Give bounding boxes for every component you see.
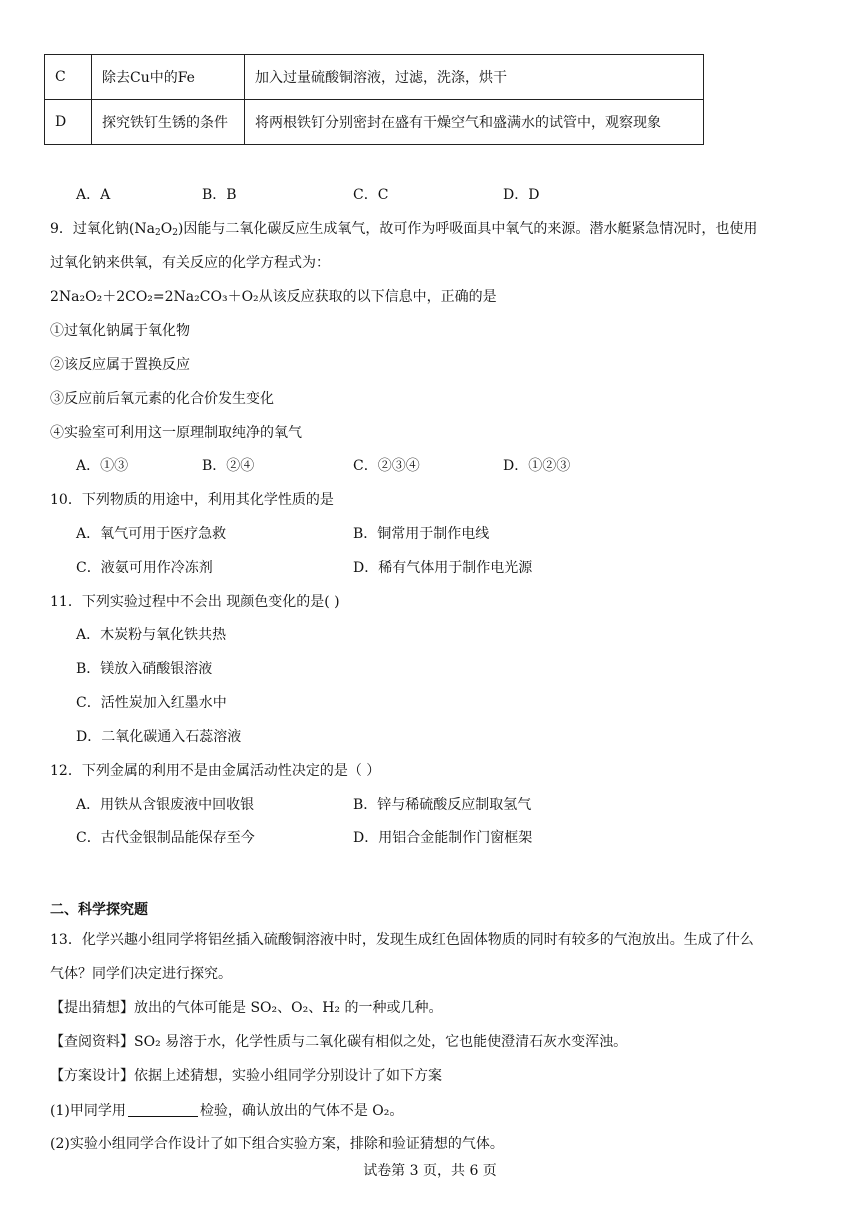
q9-choice-b: B．②④ [202, 458, 255, 474]
q9-equation: 2Na₂O₂＋2CO₂=2Na₂CO₃＋O₂ [50, 289, 259, 305]
q9-stem-line3 [50, 287, 497, 307]
q13-guess [50, 998, 443, 1018]
q11-stem: 11．下列实验过程中不会出 现颜色变化的是( ) [50, 594, 340, 610]
q10-choice-c: C．液氨可用作冷冻剂 [76, 560, 213, 576]
q9-statement-2: ②该反应属于置换反应 [50, 357, 190, 373]
method-cell: 将两根铁钉分别密封在盛有干燥空气和盛满水的试管中，观察现象 [245, 100, 704, 145]
q11-choice-a: A．木炭粉与氧化铁共热 [76, 627, 227, 643]
q9-stem-line1 [50, 219, 757, 239]
guess-text: 放出的气体可能是 SO₂、O₂、H₂ 的一种或几种。 [134, 1000, 443, 1016]
q13-info [50, 1032, 627, 1052]
q11-choice-b: B．镁放入硝酸银溶液 [76, 661, 213, 677]
q10-stem: 10．下列物质的用途中，利用其化学性质的是 [50, 492, 334, 508]
q9-stem-mid: O [160, 221, 173, 237]
q8-choice-d: D．D [503, 187, 540, 203]
q8-choice-c: C．C [353, 187, 389, 203]
q9-choice-d: D．①②③ [503, 458, 571, 474]
q9-choice-a: A．①③ [76, 458, 129, 474]
q11-choice-d: D．二氧化碳通入石蕊溶液 [76, 729, 242, 745]
q13-stem-line1: 13．化学兴趣小组同学将铝丝插入硫酸铜溶液中时，发现生成红色固体物质的同时有较多的气泡放出。生成了什么 [50, 932, 754, 948]
q9-statement-3: ③反应前后氧元素的化合价发生变化 [50, 391, 274, 407]
options-table [44, 54, 704, 145]
info-text: SO₂ 易溶于水，化学性质与二氧化碳有相似之处，它也能使澄清石灰水变浑浊。 [134, 1034, 628, 1050]
option-cell: C [45, 55, 92, 100]
q8-choice-a: A．A [76, 187, 111, 203]
page-footer: 试卷第 3 页，共 6 页 [363, 1163, 497, 1179]
q9-sub: 2 [172, 228, 178, 238]
q10-choice-d: D．稀有气体用于制作电光源 [353, 560, 533, 576]
q12-choice-b: B．锌与稀硫酸反应制取氢气 [353, 797, 532, 813]
q9-stem-line3-post: 从该反应获取的以下信息中，正确的是 [258, 289, 497, 305]
q9-statement-1: ①过氧化钠属于氧化物 [50, 323, 190, 339]
answer-blank[interactable] [128, 1100, 198, 1117]
q9-choice-c: C．②③④ [353, 458, 420, 474]
q13-part2: (2)实验小组同学合作设计了如下组合实验方案，排除和验证猜想的气体。 [50, 1136, 504, 1152]
guess-tag: 【提出猜想】 [50, 1000, 134, 1016]
q9-stem-line2: 过氧化钠来供氧，有关反应的化学方程式为： [50, 255, 330, 271]
q9-stem-post: )因能与二氧化碳反应生成氧气，故可作为呼吸面具中氧气的来源。潜水艇紧急情况时，也使用 [177, 221, 758, 237]
info-tag: 【查阅资料】 [50, 1034, 134, 1050]
q9-sub: 2 [154, 228, 161, 238]
q11-choice-c: C．活性炭加入红墨水中 [76, 695, 227, 711]
q13-stem-line2: 气体？同学们决定进行探究。 [50, 966, 232, 982]
table-row [45, 55, 704, 100]
purpose-cell: 除去Cu中的Fe [92, 55, 245, 100]
q10-choice-a: A．氧气可用于医疗急救 [76, 526, 227, 542]
q12-choice-d: D．用铝合金能制作门窗框架 [353, 830, 533, 846]
part1-pre: (1)甲同学用 [50, 1103, 126, 1119]
q9-statement-4: ④实验室可利用这一原理制取纯净的氧气 [50, 425, 302, 441]
method-cell: 加入过量硫酸铜溶液，过滤，洗涤，烘干 [245, 55, 704, 100]
q9-stem-pre: 9．过氧化钠(Na [50, 221, 155, 237]
q13-part1 [50, 1100, 403, 1121]
q13-plan [50, 1066, 442, 1086]
section-title: 二、科学探究题 [50, 902, 148, 918]
part1-post: 检验，确认放出的气体不是 O₂。 [199, 1103, 404, 1119]
table-row [45, 100, 704, 145]
option-cell: D [45, 100, 92, 145]
purpose-cell: 探究铁钉生锈的条件 [92, 100, 245, 145]
q10-choice-b: B．铜常用于制作电线 [353, 526, 490, 542]
q12-choice-a: A．用铁从含银废液中回收银 [76, 797, 255, 813]
q12-stem: 12．下列金属的利用不是由金属活动性决定的是（ ） [50, 763, 381, 779]
q8-choice-b: B．B [202, 187, 237, 203]
q12-choice-c: C．古代金银制品能保存至今 [76, 830, 255, 846]
plan-tag: 【方案设计】 [50, 1068, 134, 1084]
plan-text: 依据上述猜想，实验小组同学分别设计了如下方案 [134, 1068, 442, 1084]
